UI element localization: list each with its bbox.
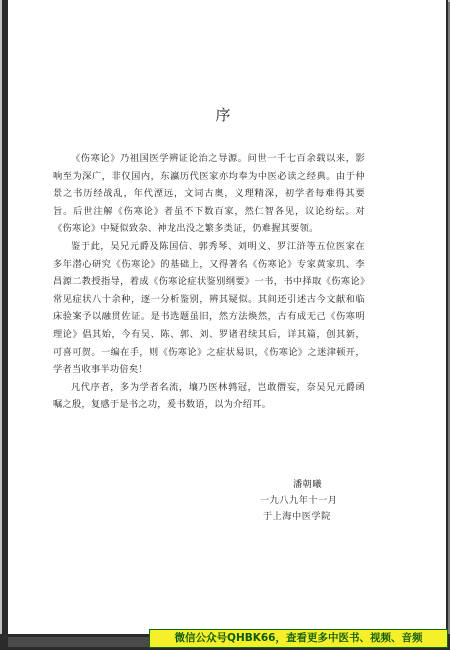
paragraph-3: 凡代序者，多为学者名流，壤乃医林鹑冠，岂敢僭妄，奈吴兄元爵函嘱之殷，复感于是书之功，爰书数语，以为介绍耳。 [53, 381, 365, 411]
document-page [2, 0, 446, 634]
paragraph-2: 鉴于此，吴兄元爵及陈国信、郭秀琴、刘明义、罗江浒等五位医家在多年潜心研究《伤寒论》的基础上，又得著名《伤寒论》专家黄家玑、李昌源二教授指导，着成《伤寒论症状鉴别纲要》一书，书中择取《伤寒论》常见症状八十余种，逐一分析鉴别，辨其疑似。其间还引述古今文献和临床验案予以融贯佐证。是书选题虽旧，然方法焕然，古有成无己《伤寒明理论》倡其始，今有吴、陈、郭、刘、罗诸君续其后，详其篇，创其新，可喜可贺。一编在手，则《伤寒论》之症状易识，《伤寒论》之迷津顿开，学者当收事半功倍矣！ [53, 240, 365, 376]
page-left-border [2, 0, 8, 634]
scrollbar-track[interactable] [8, 637, 158, 647]
page-title: 序 [215, 106, 233, 124]
signature-place: 于上海中医学院 [263, 511, 331, 522]
preface-body [53, 150, 365, 414]
signature-date: 一九八九年十一月 [260, 495, 338, 506]
promo-banner: 微信公众号QHBK66，查看更多中医书、视频、音频 [149, 629, 448, 648]
paragraph-1: 《伤寒论》乃祖国医学辨证论治之导源。问世一千七百余载以来，影响至为深广，非仅国内，东瀛历代医家亦均奉为中医必读之经典。由于仲景之书历经战乱，年代湮远，文词古奥，义理精深，初学者每难得其要旨。后世注解《伤寒论》者虽不下数百家，然仁智各见，议论纷纭。对《伤寒论》中疑似致杂、神龙出没之繁多类证，仍难握其要领。 [53, 153, 365, 235]
author-name: 潘朝曦 [293, 479, 323, 490]
